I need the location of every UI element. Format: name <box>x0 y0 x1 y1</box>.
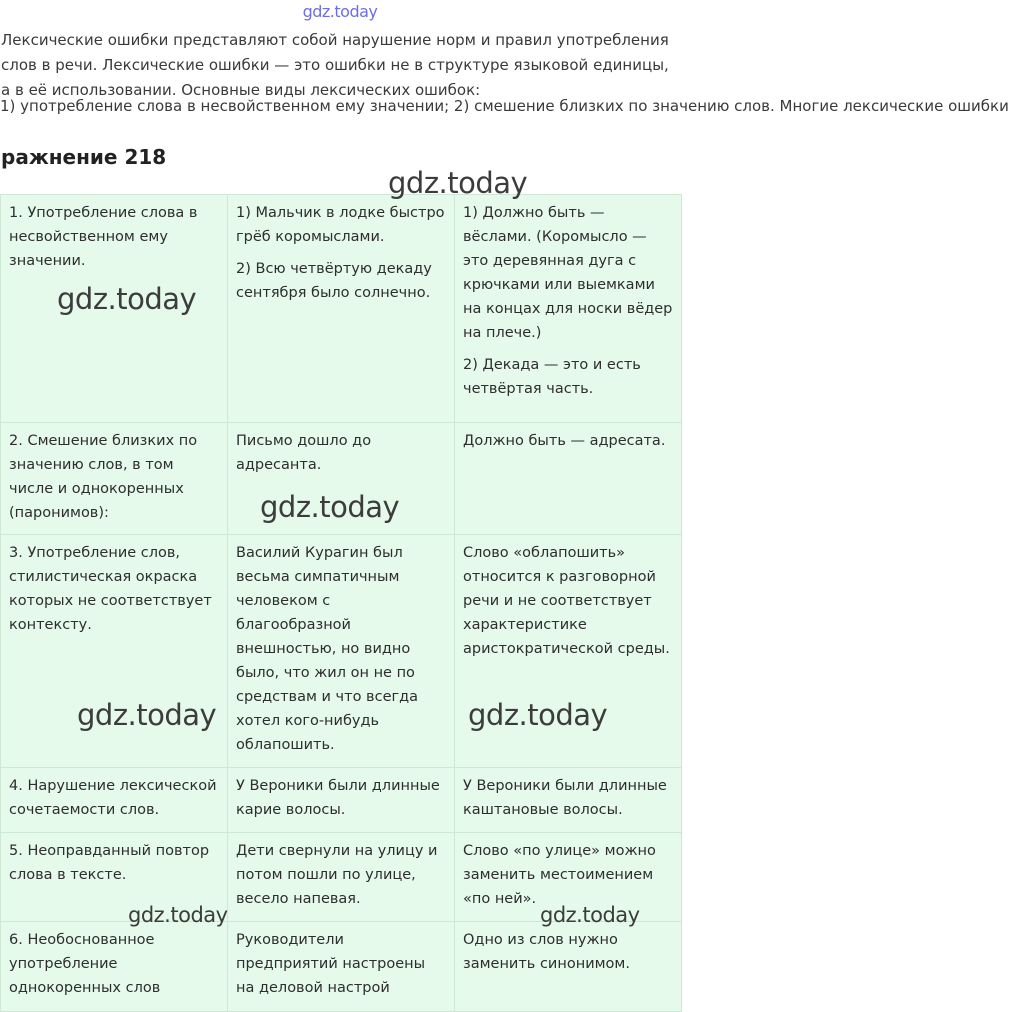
watermark: gdz.today <box>260 490 400 524</box>
error-type-text: 6. Необоснованное употребление однокоренных слов <box>9 932 161 996</box>
example-text: Дети свернули на улицу и потом пошли по улице, весело напевая. <box>236 843 438 907</box>
watermark: gdz.today <box>128 903 228 927</box>
error-type-cell <box>1 535 228 768</box>
example-cell <box>228 833 455 922</box>
correction-cell <box>455 922 682 1012</box>
error-type-cell <box>1 768 228 833</box>
error-type-text: 1. Употребление слова в несвойственном ему значении. <box>9 205 198 269</box>
watermark: gdz.today <box>468 698 608 732</box>
watermark: gdz.today <box>388 166 528 200</box>
error-type-text: 2. Смешение близких по значению слов, в том числе и однокоренных (паронимов): <box>9 433 198 521</box>
correction-cell <box>455 535 682 768</box>
error-type-cell <box>1 423 228 535</box>
table-row <box>1 535 682 768</box>
example-text: Руководители предприятий настроены на деловой настрой <box>236 932 426 996</box>
correction-text: Одно из слов нужно заменить синонимом. <box>463 932 630 972</box>
watermark-top: gdz.today <box>302 2 378 21</box>
error-type-text: 5. Неоправданный повтор слова в тексте. <box>9 843 210 883</box>
error-type-cell <box>1 833 228 922</box>
correction-cell <box>455 195 682 423</box>
error-type-cell <box>1 922 228 1012</box>
example-text: У Вероники были длинные карие волосы. <box>236 778 440 818</box>
correction-cell <box>455 423 682 535</box>
example-cell <box>228 195 455 423</box>
example-cell <box>228 423 455 535</box>
exercise-heading: ражнение 218 <box>1 145 167 169</box>
example-cell <box>228 922 455 1012</box>
intro-cut-line <box>0 97 1009 118</box>
example-text: Письмо дошло до адресанта. <box>236 433 372 473</box>
correction-text: 1) Должно быть — вёслами. (Коромысло — это деревянная дуга с крючками или выемками на концах для носки вёдер на плече.) <box>463 205 673 341</box>
table-row <box>1 768 682 833</box>
correction-text: 2) Декада — это и есть четвёртая часть. <box>463 357 641 397</box>
example-text: 1) Мальчик в лодке быстро грёб коромыслами. <box>236 205 445 245</box>
correction-cell <box>455 833 682 922</box>
table-row <box>1 423 682 535</box>
intro-paragraph: Лексические ошибки представляют собой нарушение норм и правил употребления слов в речи. Лексические ошибки — это ошибки не в структуре языковой единицы, а в её использовании. Основные виды лексических ошибок: <box>1 31 669 99</box>
watermark: gdz.today <box>77 698 217 732</box>
table-row <box>1 922 682 1012</box>
correction-text: Должно быть — адресата. <box>463 433 666 449</box>
example-cell <box>228 768 455 833</box>
table-row <box>1 195 682 423</box>
intro-cut-text: 1) употребление слова в несвойственном ему значении; 2) смешение близких по значению слов. Многие лексические ошибки <box>0 97 1009 115</box>
correction-cell <box>455 768 682 833</box>
error-type-text: 4. Нарушение лексической сочетаемости слов. <box>9 778 217 818</box>
example-cell <box>228 535 455 768</box>
error-type-text: 3. Употребление слов, стилистическая окраска которых не соответствует контексту. <box>9 545 212 633</box>
answers-table <box>0 194 682 1012</box>
correction-text: У Вероники были длинные каштановые волосы. <box>463 778 667 818</box>
watermark: gdz.today <box>57 282 197 316</box>
watermark: gdz.today <box>540 903 640 927</box>
example-text: 2) Всю четвёртую декаду сентября было солнечно. <box>236 261 432 301</box>
correction-text: Слово «облапошить» относится к разговорной речи и не соответствует характеристике аристократической среды. <box>463 545 670 657</box>
correction-text: Слово «по улице» можно заменить местоимением «по ней». <box>463 843 656 907</box>
error-type-cell <box>1 195 228 423</box>
example-text: Василий Курагин был весьма симпатичным человеком с благообразной внешностью, но видно было, что жил он не по средствам и что всегда хотел кого-нибудь облапошить. <box>236 545 419 753</box>
table-row <box>1 833 682 922</box>
